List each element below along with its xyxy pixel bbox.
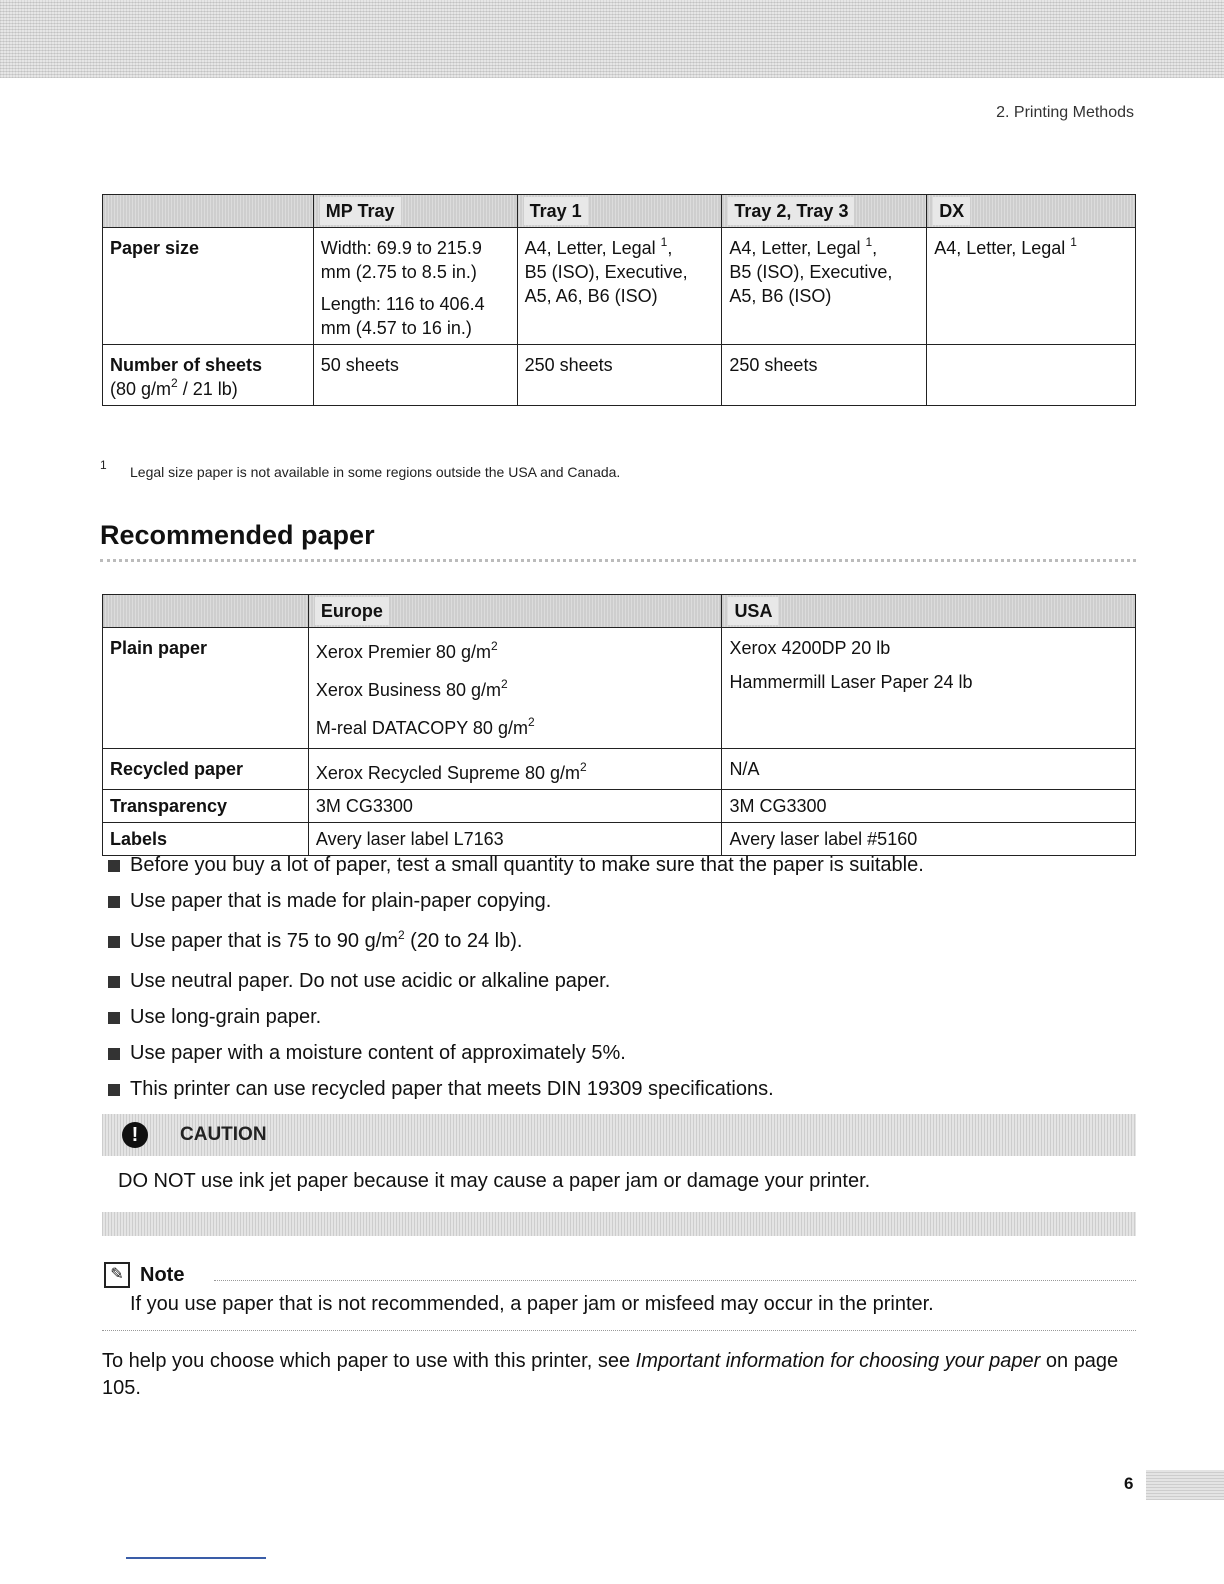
page-number: 6 [1124, 1474, 1134, 1493]
note-divider [214, 1280, 1136, 1281]
recommendation-list [106, 852, 1136, 1112]
running-head: 2. Printing Methods [996, 104, 1134, 121]
recommended-paper-table [102, 594, 1136, 856]
mp-sheets: 50 sheets [313, 345, 517, 406]
tray-header-blank [103, 195, 314, 228]
bullet-square-icon [108, 1012, 120, 1024]
footnote-text: Legal size paper is not available in some regions outside the USA and Canada. [130, 464, 621, 480]
caution-bottom-bar [102, 1212, 1136, 1236]
recycled-usa: N/A [722, 749, 1136, 790]
tray-table-header-row [103, 195, 1136, 228]
recycled-europe: Xerox Recycled Supreme 80 $g/m^2$ [308, 749, 722, 790]
note-pencil-icon: ✎ [104, 1262, 130, 1288]
tray23-paper-size: A4, Letter, Legal $^1$, B5 (ISO), Executive, A5, B6 (ISO) [722, 228, 927, 345]
table-row [103, 228, 1136, 345]
plain-paper-label: Plain paper [103, 628, 309, 749]
sheets-sublabel: (80 $g/m^2 / 21$ lb) [110, 376, 238, 399]
table-row [103, 628, 1136, 749]
list-item: Use paper that is made for plain-paper copying. [106, 888, 1136, 924]
caution-text: DO NOT use ink jet paper because it may cause a paper jam or damage your printer. [118, 1170, 871, 1192]
cross-reference-link[interactable]: Important information for choosing your paper [635, 1350, 1041, 1372]
transparency-europe: 3M CG3300 [308, 790, 722, 823]
sheets-label-cell [103, 345, 314, 406]
sheets-label: Number of sheets [110, 355, 263, 375]
recycled-paper-label: Recycled paper [103, 749, 309, 790]
note-header [104, 1262, 1136, 1290]
note-label: Note [140, 1264, 185, 1286]
tray-header-dx: DX [927, 195, 1136, 228]
note-text: If you use paper that is not recommended, a paper jam or misfeed may occur in the printer. [130, 1293, 934, 1315]
dx-paper-size: A4, Letter, Legal $^1$ [927, 228, 1136, 345]
caution-banner [102, 1114, 1136, 1156]
bullet-square-icon [108, 896, 120, 908]
top-pattern-band [0, 0, 1224, 78]
caution-exclamation-icon: ! [122, 1122, 148, 1148]
note-bottom-divider [102, 1330, 1136, 1331]
labels-label: Labels [103, 823, 309, 856]
list-item: Before you buy a lot of paper, test a small quantity to make sure that the paper is suitable. [106, 852, 1136, 888]
labels-usa: Avery laser label #5160 [722, 823, 1136, 856]
dx-sheets [927, 345, 1136, 406]
list-item: Use neutral paper. Do not use acidic or alkaline paper. [106, 968, 1136, 1004]
table-row [103, 790, 1136, 823]
tray-specs-table [102, 194, 1136, 406]
paper-header-europe: Europe [308, 595, 722, 628]
footnote-number: 1 [100, 458, 107, 472]
footnote-ref: 1 [865, 235, 873, 249]
list-item: Use paper with a moisture content of approximately 5%. [106, 1040, 1136, 1076]
table-row [103, 749, 1136, 790]
labels-europe: Avery laser label L7163 [308, 823, 722, 856]
transparency-label: Transparency [103, 790, 309, 823]
transparency-usa: 3M CG3300 [722, 790, 1136, 823]
footer-rule [126, 1557, 266, 1559]
mp-tray-paper-size [313, 228, 517, 345]
tray-header-tray23: Tray 2, Tray 3 [722, 195, 927, 228]
paper-header-usa: USA [722, 595, 1136, 628]
table-row [103, 823, 1136, 856]
paper-table-header-row [103, 595, 1136, 628]
closing-paragraph: To help you choose which paper to use with this printer, see Important information for choosing your paper on page 105. [102, 1350, 1119, 1399]
caution-label: CAUTION [180, 1124, 267, 1145]
mp-length: Length: 116 to 406.4 mm (4.57 to 16 in.) [320, 294, 485, 338]
tray-header-tray1: Tray 1 [517, 195, 722, 228]
tray1-sheets: 250 sheets [517, 345, 722, 406]
plain-usa: Xerox 4200DP 20 lb Hammermill Laser Paper 24 lb [722, 628, 1136, 749]
page-tab-pattern [1146, 1470, 1224, 1500]
paper-header-blank [103, 595, 309, 628]
table-row [103, 345, 1136, 406]
bullet-square-icon [108, 936, 120, 948]
bullet-square-icon [108, 976, 120, 988]
bullet-square-icon [108, 1084, 120, 1096]
footnote-ref: 1 [660, 235, 668, 249]
footnote-ref: 1 [1070, 235, 1077, 249]
paper-size-label: Paper size [103, 228, 314, 345]
bullet-square-icon [108, 1048, 120, 1060]
list-item: Use long-grain paper. [106, 1004, 1136, 1040]
list-item: This printer can use recycled paper that meets DIN 19309 specifications. [106, 1076, 1136, 1112]
bullet-square-icon [108, 860, 120, 872]
tray23-sheets: 250 sheets [722, 345, 927, 406]
tray-header-mp: MP Tray [313, 195, 517, 228]
mp-width: Width: 69.9 to 215.9 mm (2.75 to 8.5 in.) [320, 238, 482, 282]
plain-europe: Xerox Premier 80 $g/m^2$ Xerox Business 80 $g/m^2$ M-real DATACOPY 80 $g/m^2$ [308, 628, 722, 749]
list-item: Use paper that is 75 to 90 $g/m^2$ (20 to 24 lb). [106, 924, 1136, 968]
section-title: Recommended paper [100, 520, 1136, 562]
tray1-paper-size: A4, Letter, Legal $^1$, B5 (ISO), Executive, A5, A6, B6 (ISO) [517, 228, 722, 345]
